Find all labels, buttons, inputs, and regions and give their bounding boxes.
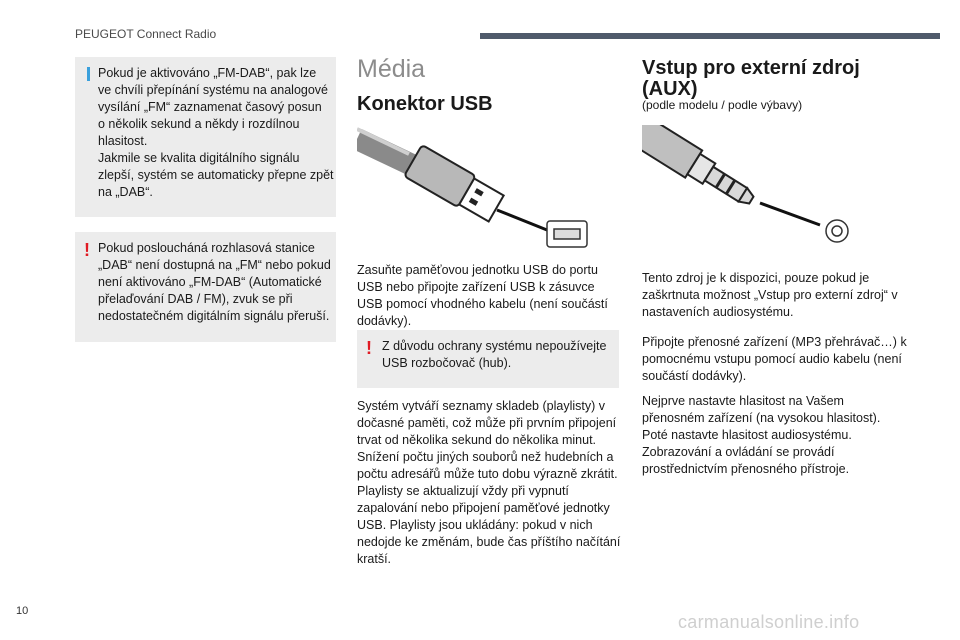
usb-body-line: USB. Playlisty jsou ukládány: pokud v nich <box>357 518 593 532</box>
usb-warning-line: Z důvodu ochrany systému nepoužívejte <box>382 339 607 353</box>
watermark: carmanualsonline.info <box>678 612 860 632</box>
aux-para-line: Poté nastavte hlasitost audiosystému. <box>642 428 852 442</box>
usb-body-line: kratší. <box>357 552 392 566</box>
aux-para-line: Zobrazování a ovládání se provádí <box>642 445 835 459</box>
aux-jack-illustration <box>642 125 862 250</box>
usb-intro <box>357 262 608 330</box>
aux-para-line: prostřednictvím přenosného přístroje. <box>642 462 850 476</box>
aux-para-1 <box>642 270 898 321</box>
warning-icon: ! <box>84 240 90 260</box>
warning-note-line: nedostatečném digitálním signálu přeruší. <box>98 309 330 323</box>
aux-heading <box>642 58 882 100</box>
info-note-line: zlepší, systém se automaticky přepne zpět <box>98 168 334 182</box>
warning-note-line: „DAB“ není dostupná na „FM“ nebo pokud <box>98 258 331 272</box>
info-note-line: hlasitost. <box>98 134 148 148</box>
usb-body-line: počtu adresářů může tuto dobu výrazně zkrátit. <box>357 467 618 481</box>
aux-para-line: nastaveních audiosystému. <box>642 305 794 319</box>
usb-intro-line: Zasuňte paměťovou jednotku USB do portu <box>357 263 598 277</box>
aux-para-2 <box>642 334 907 385</box>
usb-body-line: Playlisty se aktualizují vždy při vypnutí <box>357 484 569 498</box>
aux-para-line: zaškrtnuta možnost „Vstup pro externí zdroj“ v <box>642 288 898 302</box>
warning-icon: ! <box>366 338 372 358</box>
info-note-line: Jakmile se kvalita digitálního signálu <box>98 151 300 165</box>
info-icon <box>87 67 90 81</box>
info-note-line: vysílání „FM“ zaznamenat časový posun <box>98 100 322 114</box>
aux-para-line: Připojte přenosné zařízení (MP3 přehrávač…) k <box>642 335 907 349</box>
aux-para-3 <box>642 393 880 478</box>
aux-para-line: Nejprve nastavte hlasitost na Vašem <box>642 394 844 408</box>
header-title: PEUGEOT Connect Radio <box>75 27 217 41</box>
usb-heading: Konektor USB <box>357 93 493 115</box>
aux-para-line: Tento zdroj je k dispozici, pouze pokud je <box>642 271 870 285</box>
usb-body-line: trvat od několika sekund do několika minut. <box>357 433 597 447</box>
warning-note-line: Pokud posloucháná rozhlasová stanice <box>98 241 315 255</box>
info-note-line: o několik sekund a někdy i rozdílnou <box>98 117 300 131</box>
aux-para-line: přenosném zařízení (na vysokou hlasitost). <box>642 411 881 425</box>
info-note-line: Pokud je aktivováno „FM-DAB“, pak lze <box>98 66 317 80</box>
usb-intro-line: dodávky). <box>357 314 412 328</box>
aux-subtitle: (podle modelu / podle výbavy) <box>642 98 803 112</box>
page-number: 10 <box>16 605 29 617</box>
aux-heading-line: (AUX) <box>642 78 698 100</box>
usb-body-line: Snížení počtu jiných souborů než hudebních a <box>357 450 614 464</box>
aux-para-line: součástí dodávky). <box>642 369 747 383</box>
info-note-line: na „DAB“. <box>98 185 153 199</box>
section-title: Média <box>357 55 426 83</box>
warning-note-line: přelaďování DAB / FM), zvuk se při <box>98 292 293 306</box>
usb-warning-box <box>357 330 619 388</box>
warning-note-line: není aktivováno „FM-DAB“ (Automatické <box>98 275 322 289</box>
header-bar <box>480 33 940 39</box>
aux-para-line: pomocnému vstupu pomocí audio kabelu (není <box>642 352 902 366</box>
usb-body-line: Systém vytváří seznamy skladeb (playlisty) v <box>357 399 605 413</box>
info-note-line: ve chvíli přepínání systému na analogové <box>98 83 328 97</box>
aux-heading-line: Vstup pro externí zdroj <box>642 57 860 79</box>
warning-note-box <box>75 232 336 342</box>
usb-body-line: nedojde ke změnám, bude čas příštího načítání <box>357 535 621 549</box>
usb-connector-illustration <box>357 125 597 250</box>
info-note-box <box>75 57 336 217</box>
usb-body <box>357 398 620 568</box>
usb-warning-line: USB rozbočovač (hub). <box>382 356 512 370</box>
usb-intro-line: USB nebo připojte zařízení USB k zásuvce <box>357 280 595 294</box>
usb-intro-line: USB pomocí vhodného kabelu (není součástí <box>357 297 608 311</box>
usb-body-line: zapalování nebo připojení paměťové jednotky <box>357 501 610 515</box>
usb-body-line: dočasné paměti, což může při prvním připojení <box>357 416 617 430</box>
